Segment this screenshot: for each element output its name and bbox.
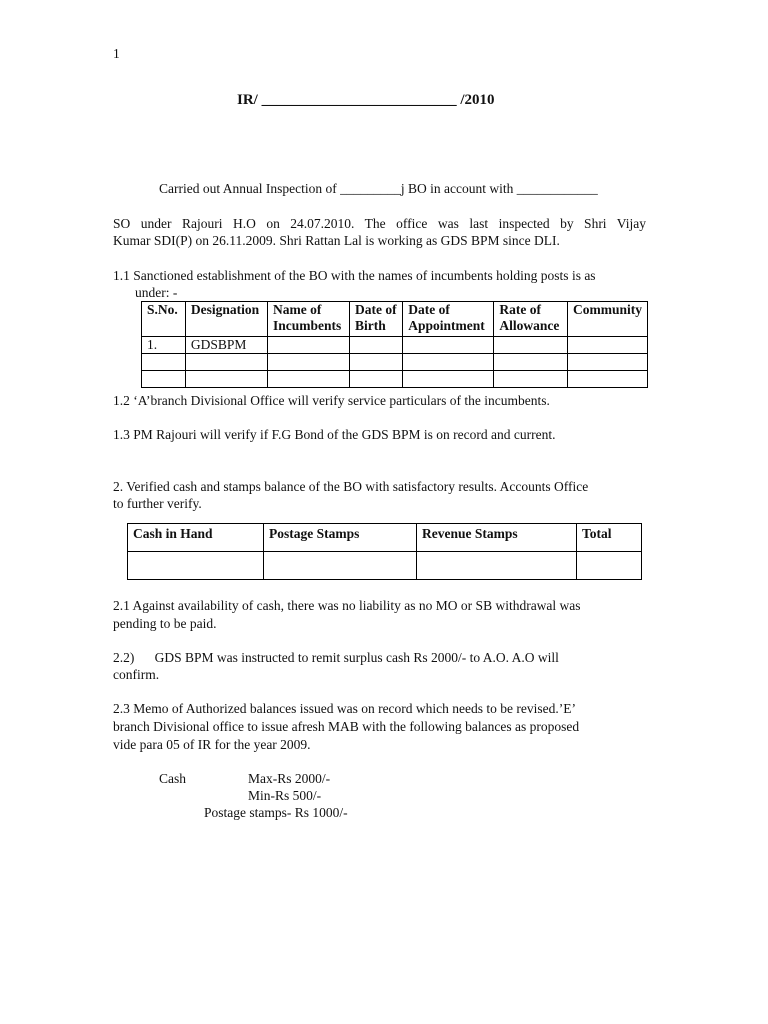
section-1-2: 1.2 ‘A’branch Divisional Office will verify service particulars of the incumbents. <box>113 393 550 408</box>
table-cell <box>567 337 647 354</box>
section-1-1-line2: under: - <box>135 285 178 300</box>
table-header-cell: Revenue Stamps <box>417 524 577 552</box>
table-header-cell: Postage Stamps <box>264 524 417 552</box>
table-header-cell: Rate of Allowance <box>494 302 568 337</box>
table-header-cell: Designation <box>185 302 267 337</box>
table-cell <box>185 354 267 371</box>
section-2-1-line1: 2.1 Against availability of cash, there was no liability as no MO or SB withdrawal was <box>113 598 581 613</box>
table-cell: GDSBPM <box>185 337 267 354</box>
section-2-2-line1: 2.2) GDS BPM was instructed to remit surplus cash Rs 2000/- to A.O. A.O will <box>113 650 559 665</box>
table-header-cell: Date of Birth <box>350 302 403 337</box>
cash-stamps-table <box>127 523 642 580</box>
table-cell <box>403 337 494 354</box>
cash-label: Cash <box>159 771 186 786</box>
section-2-line2: to further verify. <box>113 496 202 511</box>
table-cell <box>567 371 647 388</box>
cash-max-value: Max-Rs 2000/- <box>248 771 331 786</box>
table-cell <box>264 552 417 580</box>
incumbents-table <box>141 301 648 388</box>
section-2-3-line2: branch Divisional office to issue afresh MAB with the following balances as proposed <box>113 719 580 734</box>
table-cell <box>350 354 403 371</box>
table-header-cell: Community <box>567 302 647 337</box>
table-cell <box>128 552 264 580</box>
table-header-row <box>128 524 642 552</box>
cash-min-value: Min-Rs 500/- <box>248 788 322 803</box>
section-2-3-line1: 2.3 Memo of Authorized balances issued was on record which needs to be revised.’E’ <box>113 701 576 716</box>
section-2-3-line3: vide para 05 of IR for the year 2009. <box>113 737 311 752</box>
document-title: IR/ __________________________ /2010 <box>237 92 495 108</box>
table-cell <box>350 371 403 388</box>
table-cell: 1. <box>142 337 186 354</box>
table-cell <box>185 371 267 388</box>
table-cell <box>567 354 647 371</box>
table-row <box>128 552 642 580</box>
section-1-1-line1: 1.1 Sanctioned establishment of the BO with the names of incumbents holding posts is as <box>113 268 596 283</box>
postage-stamps-balance: Postage stamps- Rs 1000/- <box>204 805 348 820</box>
table-cell <box>403 354 494 371</box>
table-cell <box>494 371 568 388</box>
intro-paragraph-line2: Kumar SDI(P) on 26.11.2009. Shri Rattan Lal is working as GDS BPM since DLI. <box>113 233 560 248</box>
section-2-2-line2: confirm. <box>113 667 160 682</box>
intro-line: Carried out Annual Inspection of _________j BO in account with ____________ <box>159 181 598 196</box>
table-cell <box>494 354 568 371</box>
section-1-3: 1.3 PM Rajouri will verify if F.G Bond of the GDS BPM is on record and current. <box>113 427 556 442</box>
table-cell <box>267 337 349 354</box>
table-row <box>142 337 648 354</box>
table-header-cell: S.No. <box>142 302 186 337</box>
table-cell <box>267 354 349 371</box>
table-row <box>142 354 648 371</box>
table-cell <box>403 371 494 388</box>
table-header-cell: Cash in Hand <box>128 524 264 552</box>
table-cell <box>142 371 186 388</box>
table-cell <box>417 552 577 580</box>
section-2-line1: 2. Verified cash and stamps balance of the BO with satisfactory results. Accounts Office <box>113 479 589 494</box>
table-cell <box>142 354 186 371</box>
section-2-1-line2: pending to be paid. <box>113 616 217 631</box>
intro-paragraph-line1: SO under Rajouri H.O on 24.07.2010. The office was last inspected by Shri Vijay <box>113 216 646 231</box>
table-cell <box>577 552 642 580</box>
table-cell <box>350 337 403 354</box>
table-header-row <box>142 302 648 337</box>
table-cell <box>267 371 349 388</box>
table-cell <box>494 337 568 354</box>
table-header-cell: Name of Incumbents <box>267 302 349 337</box>
table-header-cell: Total <box>577 524 642 552</box>
page-number: 1 <box>113 46 120 61</box>
table-row <box>142 371 648 388</box>
table-header-cell: Date of Appointment <box>403 302 494 337</box>
